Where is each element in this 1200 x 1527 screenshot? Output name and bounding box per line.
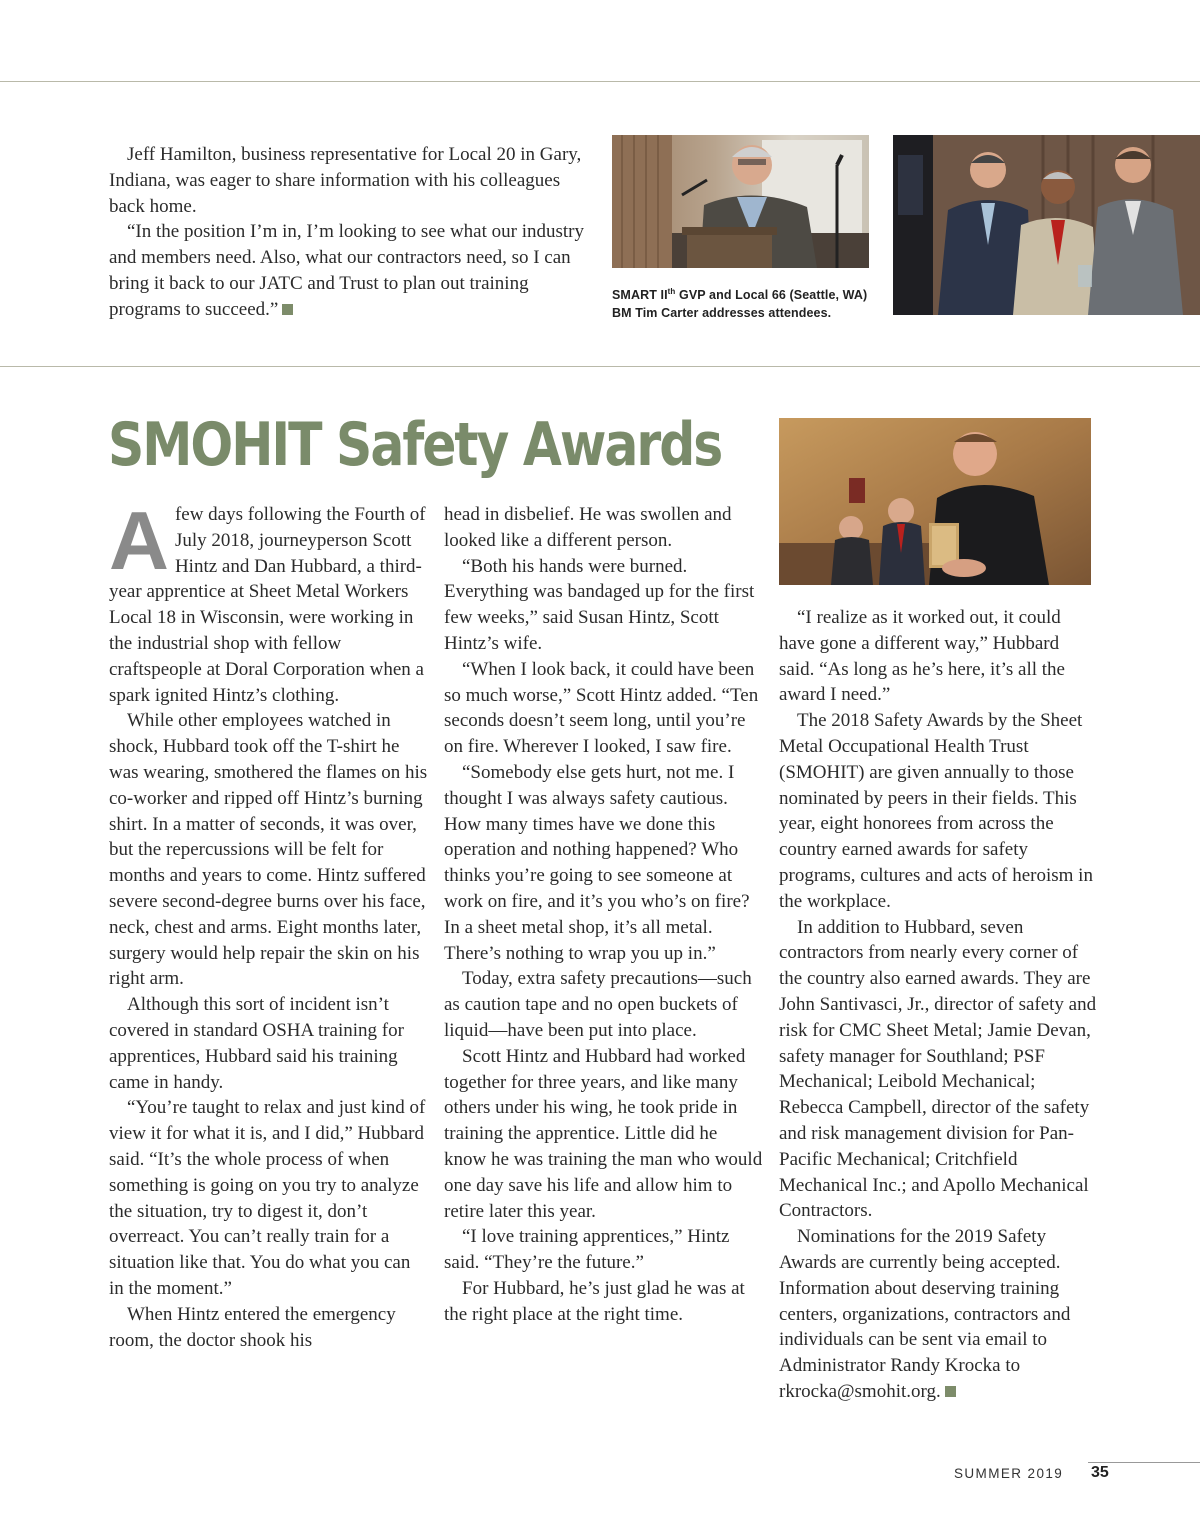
end-mark-icon <box>282 304 293 315</box>
drop-cap: A <box>109 494 169 587</box>
award-photo-illustration <box>893 135 1200 315</box>
col1-paragraph-4: “You’re taught to relax and just kind of view it for what it is, and I did,” Hubbard said. “It’s the whole process of when something is going on you try to analyze the situation, try to digest it, don’t overreact. You can’t really train for a situation like that. You do what you can in the moment.” <box>109 1097 426 1299</box>
col3-paragraph-1: “I realize as it worked out, it could have gone a different way,” Hubbard said. “As long as he’s here, it’s all the award I need.” <box>779 607 1065 706</box>
col1-paragraph-1: Afew days following the Fourth of July 2018, journeyperson Scott Hintz and Dan Hubbard, a third-year apprentice at Sheet Metal Workers Local 18 in Wisconsin, were working in the industrial shop with fellow craftspeople at Doral Corporation when a spark ignited Hintz’s clothing. <box>109 494 426 706</box>
speaker-photo-illustration <box>612 135 869 268</box>
issue-label: SUMMER 2019 <box>954 1466 1064 1481</box>
photo-award-recipient <box>779 418 1091 585</box>
page-number: 35 <box>1091 1464 1109 1481</box>
end-mark-icon <box>945 1386 956 1397</box>
col2-paragraph-5: Today, extra safety precautions—such as caution tape and no open buckets of liquid—have been put into place. <box>444 968 752 1041</box>
col2-paragraph-3: “When I look back, it could have been so much worse,” Scott Hintz added. “Ten seconds doesn’t seem long, until you’re on fire. Wherever I looked, I saw fire. <box>444 658 759 758</box>
article-column-1 <box>109 494 429 1353</box>
col3-paragraph-2: The 2018 Safety Awards by the Sheet Metal Occupational Health Trust (SMOHIT) are given annually to those nominated by peers in their fields. This year, eight honorees from across the country earned awards for safety programs, cultures and acts of heroism in the workplace. <box>779 710 1093 912</box>
intro-text <box>109 142 584 323</box>
col2-paragraph-1: head in disbelief. He was swollen and looked like a different person. <box>444 504 732 551</box>
col2-paragraph-6: Scott Hintz and Hubbard had worked together for three years, and like many others under his wing, he took pride in training the apprentice. Little did he know he was training the man who would one day save his life and allow him to retire later this year. <box>444 1045 763 1222</box>
col2-paragraph-8: For Hubbard, he’s just glad he was at the right place at the right time. <box>444 1277 745 1325</box>
section-divider <box>0 366 1200 367</box>
intro-paragraph-1: Jeff Hamilton, business representative for Local 20 in Gary, Indiana, was eager to share information with his colleagues back home. <box>109 144 582 217</box>
col2-paragraph-2: “Both his hands were burned. Everything was bandaged up for the first few weeks,” said Susan Hintz, Scott Hintz’s wife. <box>444 555 755 654</box>
recipient-photo-illustration <box>779 418 1091 585</box>
col3-paragraph-4: Nominations for the 2019 Safety Awards are currently being accepted. Information about deserving training centers, organizations, contractors and individuals can be sent via email to Administrator Randy Krocka to rkrocka@smohit.org. <box>779 1226 1071 1402</box>
article-column-3 <box>779 605 1099 1405</box>
col2-paragraph-7: “I love training apprentices,” Hintz said. “They’re the future.” <box>444 1226 730 1274</box>
col1-paragraph-2: While other employees watched in shock, Hubbard took off the T-shirt he was wearing, smothered the flames on his co-worker and ripped off Hintz’s burning shirt. In a matter of seconds, it was over, but the repercussions will be felt for months and years to come. Hintz suffered severe second-degree burns over his face, neck, chest and arms. Eight months later, surgery would help repair the skin on his right arm. <box>109 710 428 990</box>
article-column-2 <box>444 502 764 1328</box>
article-headline: SMOHIT Safety Awards <box>108 410 722 480</box>
footer-rule <box>1088 1462 1200 1463</box>
photo-award-presentation <box>893 135 1200 315</box>
intro-paragraph-2: “In the position I’m in, I’m looking to see what our industry and members need. Also, what our contractors need, so I can bring it back to our JATC and Trust to plan out training programs to succeed.” <box>109 221 584 320</box>
col1-paragraph-3: Although this sort of incident isn’t covered in standard OSHA training for apprentices, Hubbard said his training came in handy. <box>109 994 404 1093</box>
col1-paragraph-5: When Hintz entered the emergency room, the doctor shook his <box>109 1303 396 1351</box>
photo-speaker-podium <box>612 135 869 268</box>
top-divider <box>0 81 1200 82</box>
caption-line-1: SMART IIth GVP and Local 66 (Seattle, WA) <box>612 287 868 303</box>
col2-paragraph-4: “Somebody else gets hurt, not me. I thought I was always safety cautious. How many times have we done this operation and nothing happened? Who thinks you’re going to see someone at work on fire, and it’s you who’s on fire? In a sheet metal shop, it’s all metal. There’s nothing to wrap you up in.” <box>444 761 750 964</box>
photo-caption <box>612 283 882 322</box>
caption-line-2: BM Tim Carter addresses attendees. <box>612 306 832 321</box>
col3-paragraph-3: In addition to Hubbard, seven contractors from nearly every corner of the country also earned awards. They are John Santivasci, Jr., director of safety and risk for CMC Sheet Metal; Jamie Devan, safety manager for Southland; PSF Mechanical; Leibold Mechanical; Rebecca Campbell, director of the safety and risk management division for Pan-Pacific Mechanical; Critchfield Mechanical Inc.; and Apollo Mechanical Contractors. <box>779 916 1097 1222</box>
